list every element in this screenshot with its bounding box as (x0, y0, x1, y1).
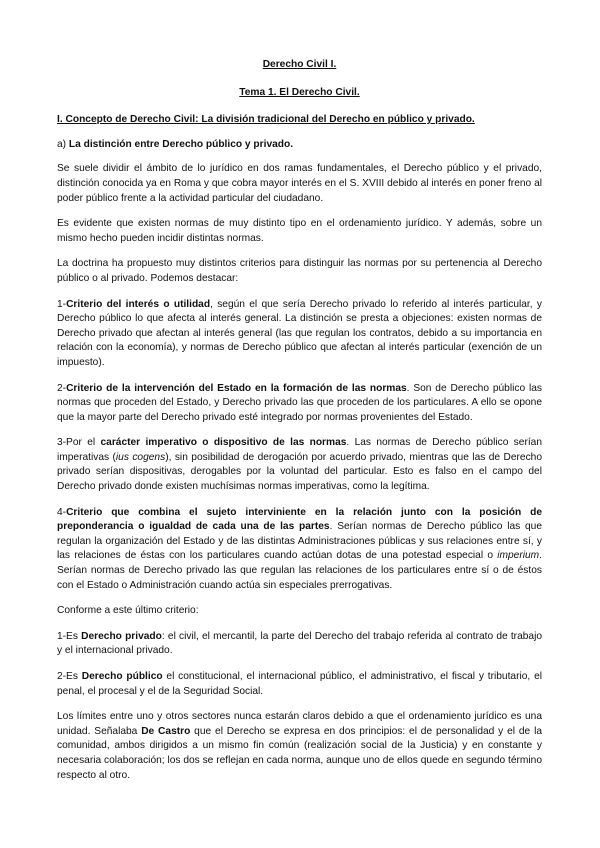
criterion-1 (57, 298, 542, 371)
paragraph-norms: Es evidente que existen normas de muy distinto tipo en el ordenamiento jurídico. Y además, sobre un mismo hecho pueden incidir distintas normas. (57, 218, 542, 244)
enum-public (57, 670, 542, 699)
criterion-text-cont: . Serían normas de Derecho privado las que regulan las relaciones de los particulares entre sí o de éstos con el Estado o Administración cuando actúa sin especiales prerrogativas. (57, 550, 542, 591)
subsection-heading (57, 138, 542, 153)
criterion-title: Criterio del interés o utilidad (66, 298, 211, 310)
criterion-text-cont: ), sin posibilidad de derogación por acuerdo privado, mientras que las de Derecho privado serían dispositivas, derogables por la voluntad del particular. Esto es falso en el campo del Derecho privado donde existen muchísimas normas imperativas, como la legítima. (57, 451, 542, 493)
criterion-number: 4- (57, 506, 67, 518)
limits-text: Los límites entre uno y otros sectores nunca estarán claros debido a que el ordenamiento jurídico es una unidad. Señalaba (57, 711, 542, 737)
subsection-label: a) (57, 138, 69, 150)
criterion-title: carácter imperativo o dispositivo de las normas (100, 437, 347, 449)
limits-text-cont: que el Derecho se expresa en dos principios: el de personalidad y el de la comunidad, ambos dirigidos a un mismo fin común (realización social de la Justicia) y en constante y necesaria colaboración; los dos se reflejan en cada norma, aunque uno de ellos quede en segundo término respecto al otro. (57, 725, 542, 781)
criterion-text: . Las normas de Derecho público serían imperativas ( (57, 437, 542, 463)
paragraph-criteria-intro: La doctrina ha propuesto muy distintos criterios para distinguir las normas por su pertenencia al Derecho público o al privado. Podemos destacar: (57, 258, 542, 284)
criterion-text: . Son de Derecho público las normas que proceden del Estado, y Derecho privado las que proceden de los particulares. A ello se opone que la mayor parte del Derecho privado esté integrado por normas provenientes del Estado. (57, 382, 542, 423)
paragraph-intro: Se suele dividir el ámbito de lo jurídico en dos ramas fundamentales, el Derecho público y el privado, distinción conocida ya en Roma y que cobra mayor interés en el S. XVIII debido al interés en poner freno al poder público frente a la actividad particular del ciudadano. (57, 163, 542, 204)
enum-prefix: 1-Es (57, 630, 82, 642)
paragraph-limits (57, 710, 542, 783)
criterion-title: Criterio de la intervención del Estado en la formación de las normas (66, 382, 407, 394)
paragraph-conforme: Conforme a este último criterio: (57, 605, 199, 617)
enum-title: Derecho público (81, 671, 163, 682)
criterion-4 (57, 506, 542, 594)
latin-term: ius cogens (115, 451, 166, 463)
enum-prefix: 2-Es (57, 671, 82, 682)
author-name: De Castro (141, 725, 191, 737)
enum-title: Derecho privado (81, 630, 162, 642)
subsection-title: La distinción entre Derecho público y privado. (68, 138, 294, 150)
criterion-text: . Serían normas de Derecho público las que regulan la organización del Estado y de las distintas Administraciones públicas y sus relaciones entre sí, y las relaciones de éstas con los particulares cuando actúan dotas de una potestad especial o (57, 521, 542, 562)
document-page (57, 58, 542, 794)
course-title: Derecho Civil I. (262, 59, 337, 70)
topic-title: Tema 1. El Derecho Civil. (239, 86, 360, 98)
criterion-prefix: 3-Por el (57, 437, 101, 449)
criterion-3 (57, 436, 542, 494)
latin-term: imperium (497, 550, 540, 562)
criterion-title: Criterio que combina el sujeto interviniente en la relación junto con la posición de preponderancia o igualdad de cada una de las partes (57, 506, 542, 533)
enum-private (57, 630, 542, 659)
enum-text: el constitucional, el internacional público, el administrativo, el fiscal y tributario, el penal, el procesal y el de la Seguridad Social. (57, 671, 542, 697)
criterion-number: 2- (57, 382, 67, 394)
criterion-number: 1- (57, 298, 67, 310)
criterion-text: , según el que sería Derecho privado lo referido al interés particular, y Derecho público lo que afecta al interés general. La distinción se presta a objeciones: existen normas de Derecho privado que afectan al interés general (las que regulan los contratos, debido a su importancia en relación con la economía), y normas de Derecho público que afectan al interés particular (exención de un impuesto). (57, 298, 542, 368)
section-heading: I. Concepto de Derecho Civil: La división tradicional del Derecho en público y privado. (57, 114, 475, 126)
enum-text: : el civil, el mercantil, la parte del Derecho del trabajo referida al contrato de trabajo y el internacional privado. (57, 630, 542, 657)
criterion-2 (57, 382, 542, 426)
